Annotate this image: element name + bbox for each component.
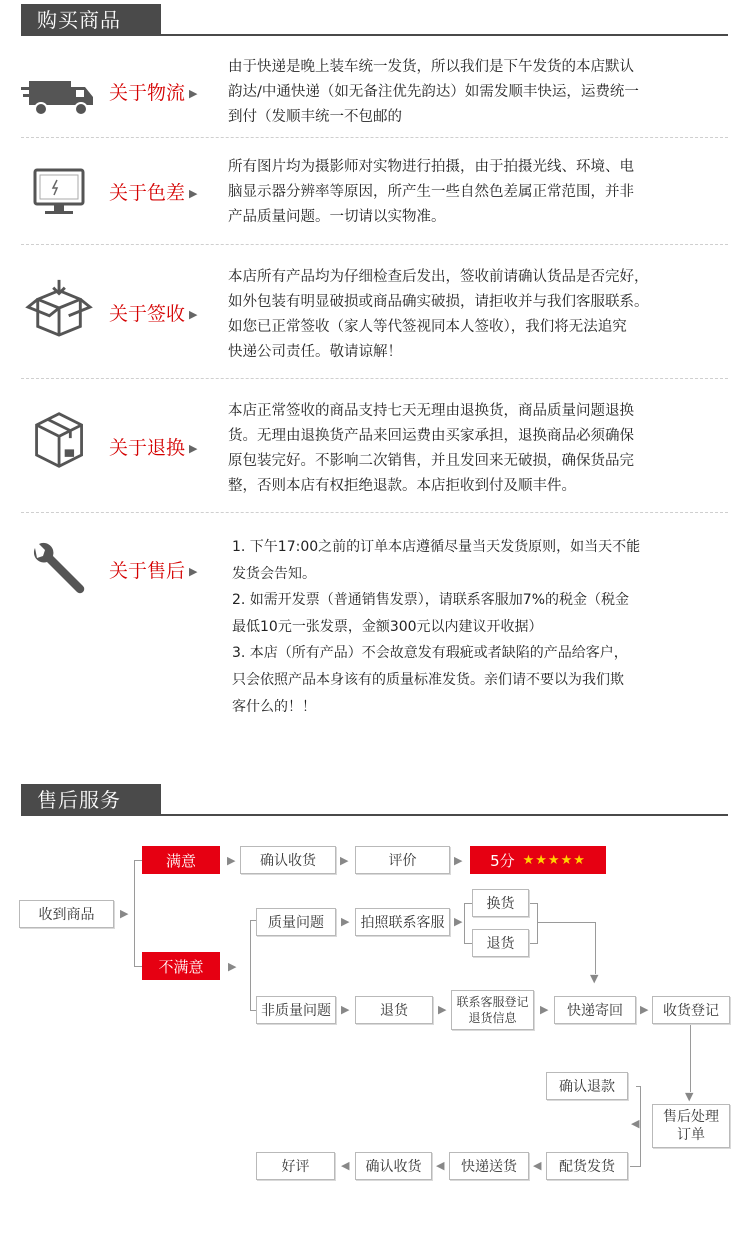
flow-exchange: 换货 <box>472 889 529 917</box>
dashed-separator <box>21 378 728 379</box>
connector <box>134 860 135 966</box>
section-divider <box>21 34 728 36</box>
wrench-icon <box>21 540 99 600</box>
arrow-right-icon: ▶ <box>228 960 237 973</box>
connector <box>464 903 465 943</box>
policy-signature <box>21 262 728 367</box>
arrow-right-icon: ▶ <box>340 854 349 867</box>
arrow-down-icon: ▼ <box>590 972 599 985</box>
policy-label-signature: 关于签收 ▶ <box>109 303 198 325</box>
box-receive-icon <box>21 278 99 338</box>
dashed-separator <box>21 244 728 245</box>
arrow-right-icon: ▶ <box>454 854 463 867</box>
connector <box>690 1022 691 1092</box>
policy-text-aftersales: 1. 下午17:00之前的订单本店遵循尽量当天发货原则，如当天不能 发货会告知。 2. 如需开发票（普通销售发票），请联系客服加7%的税金（税金 最低10元一张发票，金额300元以内建议开收据） 3. 本店（所有产品）不会故意发有瑕疵或者缺陷的产品给客户， 只会依照产品本身该有的质量标准发货。亲们请不要以为我们欺 客什么的！！ <box>232 539 641 715</box>
connector <box>595 922 596 974</box>
policy-label-logistics: 关于物流 ▶ <box>109 82 198 104</box>
flow-review: 评价 <box>355 846 450 874</box>
arrow-down-icon: ▼ <box>685 1090 694 1103</box>
arrow-left-icon: ◀ <box>341 1159 350 1172</box>
arrow-right-icon: ▶ <box>120 907 129 920</box>
flow-contact-register: 联系客服登记 退货信息 <box>451 990 534 1030</box>
arrow-right-icon: ▶ <box>454 915 463 928</box>
flow-good-review: 好评 <box>256 1152 335 1180</box>
flow-quality-issue: 质量问题 <box>256 908 336 936</box>
flow-receive-register: 收货登记 <box>652 996 730 1024</box>
arrow-right-icon: ▶ <box>341 1003 350 1016</box>
policy-logistics <box>21 50 728 135</box>
flow-received: 收到商品 <box>19 900 114 928</box>
policy-label-color: 关于色差 ▶ <box>109 182 198 204</box>
flow-non-quality-issue: 非质量问题 <box>256 996 336 1024</box>
monitor-icon <box>21 164 99 224</box>
flow-unsatisfied: 不满意 <box>142 952 220 980</box>
connector <box>529 903 538 904</box>
connector <box>537 903 538 943</box>
arrow-left-icon: ◀ <box>436 1159 445 1172</box>
flow-confirm-receipt: 确认收货 <box>240 846 336 874</box>
dashed-separator <box>21 137 728 138</box>
arrow-left-icon: ◀ <box>631 1117 640 1130</box>
arrow-left-icon: ◀ <box>533 1159 542 1172</box>
rating-stars: ★★★★★ <box>522 852 586 868</box>
truck-icon <box>21 68 99 128</box>
flow-photo-contact: 拍照联系客服 <box>355 908 450 936</box>
connector <box>537 922 595 923</box>
section-title-purchase: 购买商品 <box>21 4 161 36</box>
section-divider <box>21 814 728 816</box>
arrow-right-icon: ▶ <box>227 854 236 867</box>
connector <box>134 860 142 861</box>
policy-label-returns: 关于退换 ▶ <box>109 437 198 459</box>
flow-satisfied: 满意 <box>142 846 220 874</box>
policy-aftersales <box>21 534 728 719</box>
connector <box>529 943 538 944</box>
flow-dispatch: 配货发货 <box>546 1152 628 1180</box>
policy-text-signature: 本店所有产品均为仔细检查后发出，签收前请确认货品是否完好， 如外包装有明显破损或商品确实破损，请拒收并与我们客服联系。 如您已正常签收（家人等代签视同本人签收），我们将无法追究 快递公司责任。敬请谅解！ <box>228 269 649 360</box>
connector <box>636 1086 641 1087</box>
flow-confirm-receipt-2: 确认收货 <box>355 1152 432 1180</box>
flow-aftersale-order: 售后处理 订单 <box>652 1104 730 1148</box>
connector <box>250 920 251 1010</box>
policy-text-color: 所有图片均为摄影师对实物进行拍摄，由于拍摄光线、环境、电 脑显示器分辨率等原因，所产生一些自然色差属正常范围，并非 产品质量问题。一切请以实物准。 <box>228 159 634 225</box>
connector <box>464 903 472 904</box>
connector <box>464 943 472 944</box>
policy-color <box>21 150 728 240</box>
dashed-separator <box>21 512 728 513</box>
arrow-right-icon: ▶ <box>438 1003 447 1016</box>
policy-text-returns: 本店正常签收的商品支持七天无理由退换货，商品质量问题退换 货。无理由退换货产品来回运费由买家承担，退换商品必须确保 原包装完好。不影响二次销售，并且发回来无破损，确保货品完 整，否则本店有权拒绝退款。本店拒收到付及顺丰件。 <box>228 403 634 494</box>
arrow-right-icon: ▶ <box>640 1003 649 1016</box>
flow-confirm-refund: 确认退款 <box>546 1072 628 1100</box>
policy-returns <box>21 396 728 501</box>
connector <box>134 966 142 967</box>
flow-score: 5分 ★★★★★ <box>470 846 606 874</box>
policy-text-logistics: 由于快递是晚上装车统一发货，所以我们是下午发货的本店默认 韵达/中通快递（如无备注优先韵达）如需发顺丰快运，运费统一 到付（发顺丰统一不包邮的 <box>228 59 639 125</box>
policy-label-aftersales: 关于售后 ▶ <box>109 560 198 582</box>
flow-express-back: 快递寄回 <box>554 996 636 1024</box>
arrow-right-icon: ▶ <box>540 1003 549 1016</box>
arrow-right-icon: ▶ <box>341 915 350 928</box>
flow-return-goods: 退货 <box>472 929 529 957</box>
connector <box>630 1166 641 1167</box>
flow-return: 退货 <box>355 996 433 1024</box>
connector <box>640 1086 641 1166</box>
package-return-icon <box>21 410 99 470</box>
flow-express-deliver: 快递送货 <box>449 1152 529 1180</box>
section-title-aftersales: 售后服务 <box>21 784 161 816</box>
